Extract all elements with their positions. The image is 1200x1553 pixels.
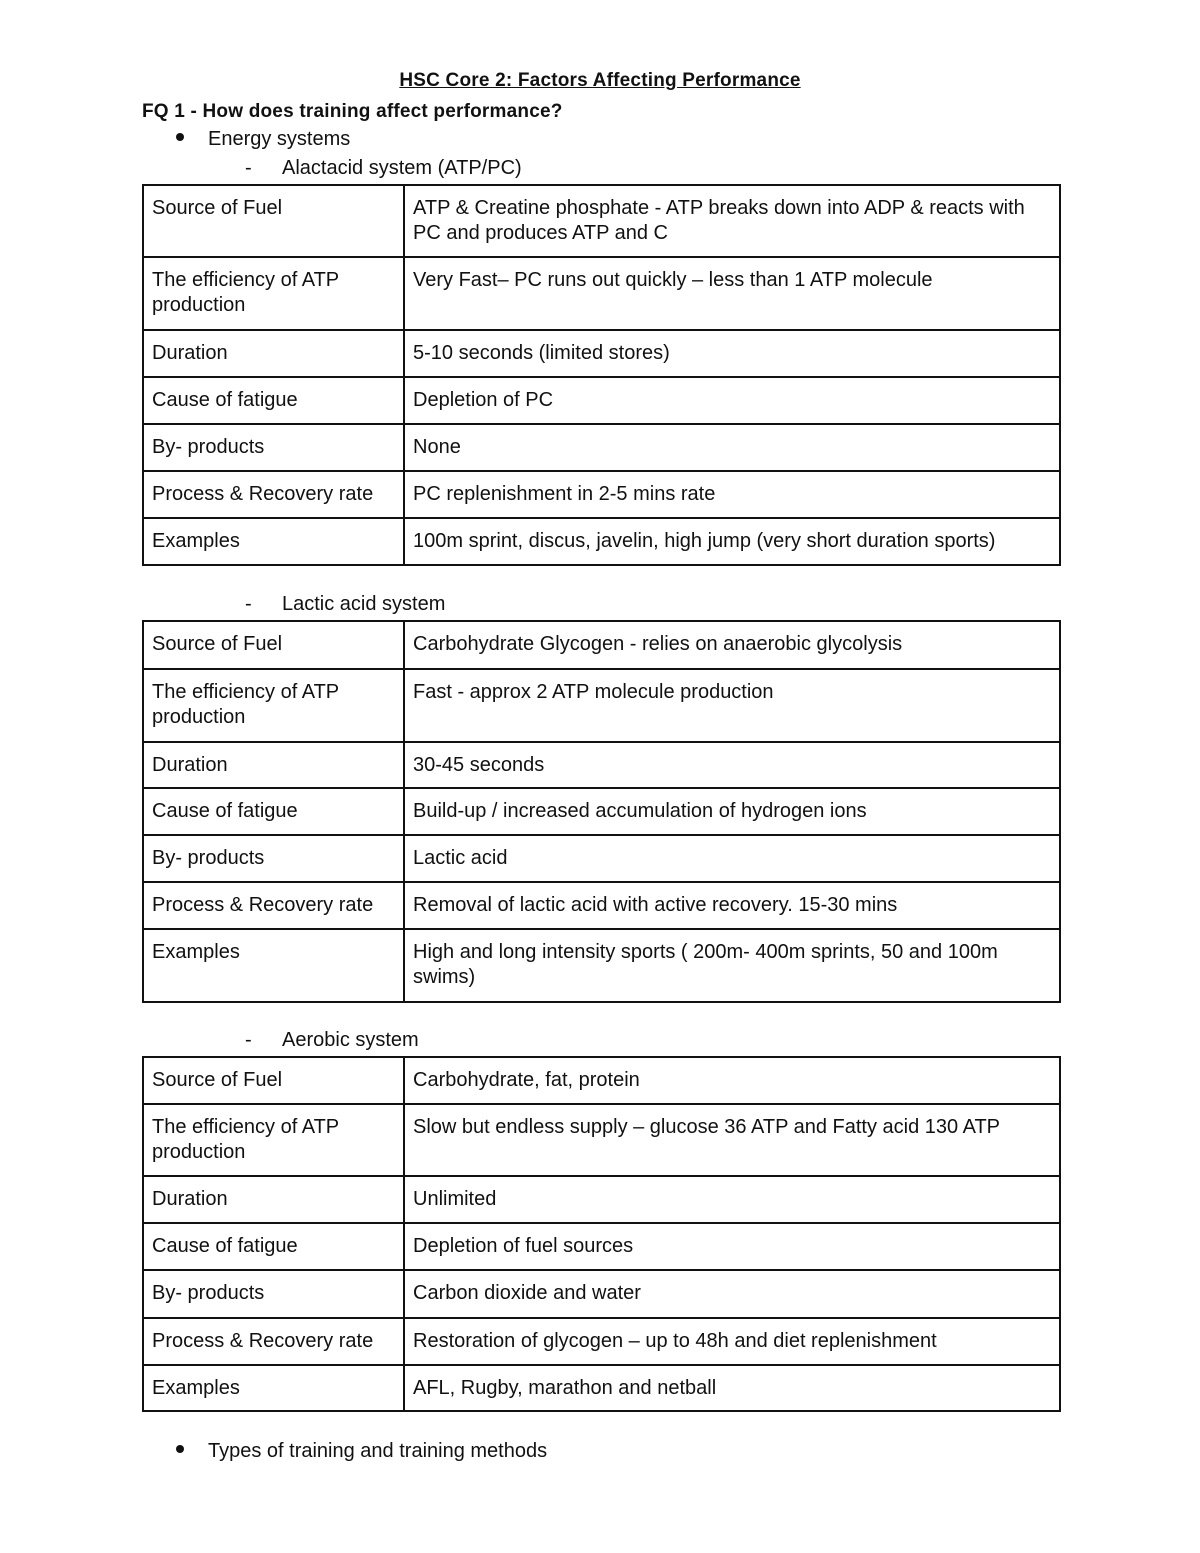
row-value: Slow but endless supply – glucose 36 ATP and Fatty acid 130 ATP [404,1104,1060,1176]
row-label: Duration [143,330,404,377]
table-row [143,185,1060,257]
subheading-text: Alactacid system (ATP/PC) [282,157,522,179]
table-row [143,835,1060,882]
table-row [143,518,1060,565]
energy-system-table [142,1056,1061,1412]
table-row [143,621,1060,669]
dash-icon: - [245,593,252,615]
row-label: By- products [143,835,404,882]
subheading [245,157,522,180]
row-value: Lactic acid [404,835,1060,882]
row-label: Cause of fatigue [143,788,404,835]
row-value: Build-up / increased accumulation of hydrogen ions [404,788,1060,835]
row-value: AFL, Rugby, marathon and netball [404,1365,1060,1411]
bullet-item [176,1440,547,1463]
energy-system-table [142,620,1061,1003]
row-label: By- products [143,424,404,471]
subheading-text: Aerobic system [282,1029,419,1051]
table-row [143,330,1060,377]
row-label: Source of Fuel [143,1057,404,1104]
table-row [143,882,1060,929]
bullet-dot-icon [176,133,184,141]
document-title: HSC Core 2: Factors Affecting Performance [399,70,801,91]
row-label: Duration [143,742,404,788]
row-value: Restoration of glycogen – up to 48h and diet replenishment [404,1318,1060,1365]
table-row [143,1176,1060,1223]
row-label: The efficiency of ATP production [143,669,404,742]
row-value: PC replenishment in 2-5 mins rate [404,471,1060,518]
table-row [143,1057,1060,1104]
table-row [143,471,1060,518]
row-label: Process & Recovery rate [143,1318,404,1365]
row-label: The efficiency of ATP production [143,257,404,330]
table-row [143,1270,1060,1318]
row-value: Depletion of PC [404,377,1060,424]
row-value: Very Fast– PC runs out quickly – less than 1 ATP molecule [404,257,1060,330]
row-value: Depletion of fuel sources [404,1223,1060,1270]
energy-system-table [142,184,1061,566]
row-label: Process & Recovery rate [143,471,404,518]
table-row [143,669,1060,742]
row-value: Carbon dioxide and water [404,1270,1060,1318]
row-label: Duration [143,1176,404,1223]
table-row [143,1223,1060,1270]
bullet-dot-icon [176,1445,184,1453]
row-label: Cause of fatigue [143,377,404,424]
row-label: Examples [143,929,404,1002]
row-label: Cause of fatigue [143,1223,404,1270]
row-value: 30-45 seconds [404,742,1060,788]
row-label: Examples [143,1365,404,1411]
row-label: Source of Fuel [143,185,404,257]
table-row [143,257,1060,330]
row-label: Examples [143,518,404,565]
subheading-text: Lactic acid system [282,593,446,615]
bullet-text: Energy systems [208,128,351,150]
dash-icon: - [245,1029,252,1051]
row-value: High and long intensity sports ( 200m- 400m sprints, 50 and 100m swims) [404,929,1060,1002]
row-label: Source of Fuel [143,621,404,669]
focus-question: FQ 1 - How does training affect performance? [142,101,563,122]
row-label: Process & Recovery rate [143,882,404,929]
subheading [245,593,445,616]
dash-icon: - [245,157,252,179]
subheading [245,1029,419,1052]
row-value: Carbohydrate, fat, protein [404,1057,1060,1104]
row-value: None [404,424,1060,471]
row-label: The efficiency of ATP production [143,1104,404,1176]
row-value: Carbohydrate Glycogen - relies on anaerobic glycolysis [404,621,1060,669]
table-row [143,1365,1060,1411]
table-row [143,424,1060,471]
row-label: By- products [143,1270,404,1318]
row-value: ATP & Creatine phosphate - ATP breaks down into ADP & reacts with PC and produces ATP and C [404,185,1060,257]
table-row [143,788,1060,835]
table-row [143,929,1060,1002]
row-value: 100m sprint, discus, javelin, high jump (very short duration sports) [404,518,1060,565]
table-row [143,377,1060,424]
bullet-text: Types of training and training methods [208,1440,548,1462]
row-value: Fast - approx 2 ATP molecule production [404,669,1060,742]
bullet-item [176,128,350,151]
row-value: Removal of lactic acid with active recovery. 15-30 mins [404,882,1060,929]
table-row [143,1318,1060,1365]
table-row [143,742,1060,788]
table-row [143,1104,1060,1176]
row-value: 5-10 seconds (limited stores) [404,330,1060,377]
row-value: Unlimited [404,1176,1060,1223]
